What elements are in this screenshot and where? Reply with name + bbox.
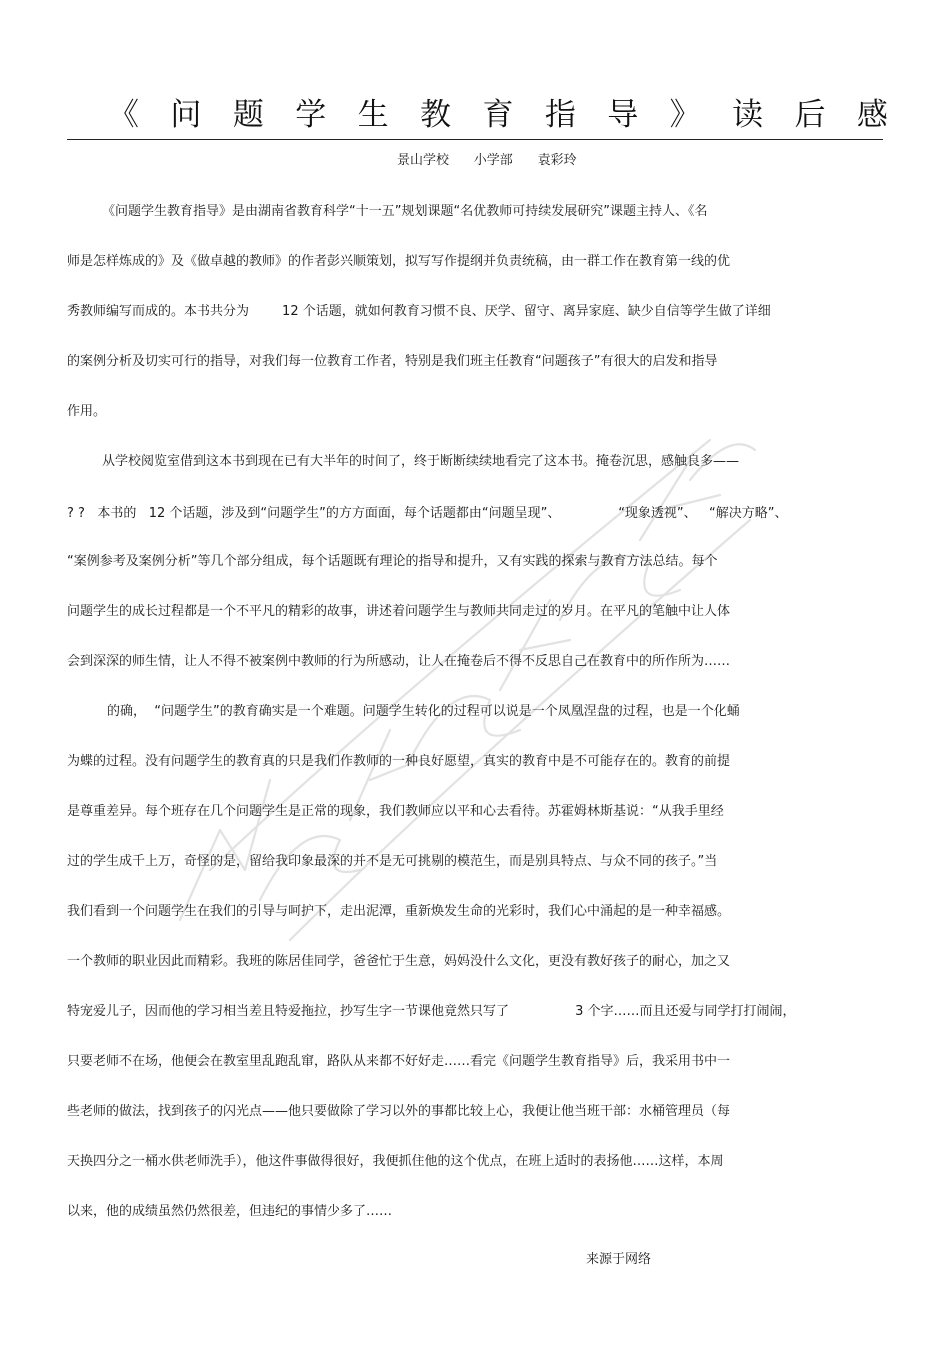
title-char: 教 (420, 97, 452, 133)
title-char: 学 (295, 97, 327, 133)
title-char: 指 (544, 97, 576, 133)
body-line: 问题学生的成长过程都是一个不平凡的精彩的故事，讲述着问题学生与教师共同走过的岁月。在平凡的笔触中让人体 (67, 604, 731, 619)
title-char: 》 (669, 97, 701, 133)
body-line: 从学校阅览室借到这本书到现在已有大半年的时间了，终于断断续续地看完了这本书。掩卷沉思，感触良多—— (102, 454, 740, 469)
body-line: 是尊重差异。每个班存在几个问题学生是正常的现象，我们教师应以平和心去看待。苏霍姆林斯基说：“从我手里经 (67, 804, 724, 819)
title-char: 后 (794, 97, 826, 133)
body-line: “案例参考及案例分析”等几个部分组成，每个话题既有理论的指导和提升，又有实践的探索与教育方法总结。每个 (67, 554, 718, 569)
title-divider (67, 139, 883, 140)
title-char: 生 (357, 97, 389, 133)
body-line: 特宠爱儿子，因而他的学习相当差且特爱拖拉，抄写生字一节课他竟然只写了 3 个字……而且还爱与同学打打闹闹， (67, 1004, 796, 1019)
title-char: 感 (856, 97, 888, 133)
body-line: 只要老师不在场，他便会在教室里乱跑乱窜，路队从来都不好好走……看完《问题学生教育指导》后，我采用书中一 (67, 1054, 731, 1069)
body-line: 作用。 (67, 404, 107, 419)
title-char: 读 (732, 97, 764, 133)
body-line: 我们看到一个问题学生在我们的引导与呵护下，走出泥潭，重新焕发生命的光彩时，我们心中涌起的是一种幸福感。 (67, 904, 731, 919)
body-line: 会到深深的师生情，让人不得不被案例中教师的行为所感动，让人在掩卷后不得不反思自己在教育中的所作所为…… (67, 654, 731, 669)
source-note: 来源于网络 (586, 1252, 652, 1267)
body-line: 的确， “问题学生”的教育确实是一个难题。问题学生转化的过程可以说是一个凤凰涅盘的过程，也是一个化蛹 (107, 704, 740, 719)
title-char: 《 (108, 97, 139, 133)
title-char: 导 (607, 97, 639, 133)
body-line: 师是怎样炼成的》及《做卓越的教师》的作者彭兴顺策划，拟写写作提纲并负责统稿，由一群工作在教育第一线的优 (67, 254, 731, 269)
body-line: 的案例分析及切实可行的指导，对我们每一位教育工作者，特别是我们班主任教育“问题孩子”有很大的启发和指导 (67, 354, 718, 369)
title-char: 题 (232, 97, 264, 133)
body-line: 秀教师编写而成的。本书共分为 12 个话题，就如何教育习惯不良、厌学、留守、离异家庭、缺少自信等学生做了详细 (67, 304, 771, 319)
body-line: 以来，他的成绩虽然仍然很差，但违纪的事情少多了…… (67, 1204, 393, 1219)
title-char: 育 (482, 97, 514, 133)
body-line: 一个教师的职业因此而精彩。我班的陈居佳同学，爸爸忙于生意，妈妈没什么文化，更没有教好孩子的耐心，加之又 (67, 954, 731, 969)
body-line: 《问题学生教育指导》是由湖南省教育科学“十一五”规划课题“名优教师可持续发展研究”课题主持人、《名 (102, 204, 708, 219)
body-line: 天换四分之一桶水供老师洗手），他这件事做得很好，我便抓住他的这个优点，在班上适时的表扬他……这样，本周 (67, 1154, 724, 1169)
watermark-stamp (150, 400, 770, 960)
title-char: 问 (170, 97, 202, 133)
author-byline: 景山学校 小学部 袁彩玲 (397, 153, 577, 168)
body-line: 为蝶的过程。没有问题学生的教育真的只是我们作教师的一种良好愿望，真实的教育中是不可能存在的。教育的前提 (67, 754, 731, 769)
body-line: 些老师的做法，找到孩子的闪光点——他只要做除了学习以外的事都比较上心，我便让他当班干部：水桶管理员（每 (67, 1104, 731, 1119)
body-line: ? ? 本书的 12 个话题，涉及到“问题学生”的方方面面，每个话题都由“问题呈现”、 “现象透视”、 “解决方略”、 (67, 506, 788, 521)
document-title (108, 95, 888, 135)
body-line: 过的学生成千上万，奇怪的是，留给我印象最深的并不是无可挑剔的模范生，而是别具特点、与众不同的孩子。”当 (67, 854, 718, 869)
